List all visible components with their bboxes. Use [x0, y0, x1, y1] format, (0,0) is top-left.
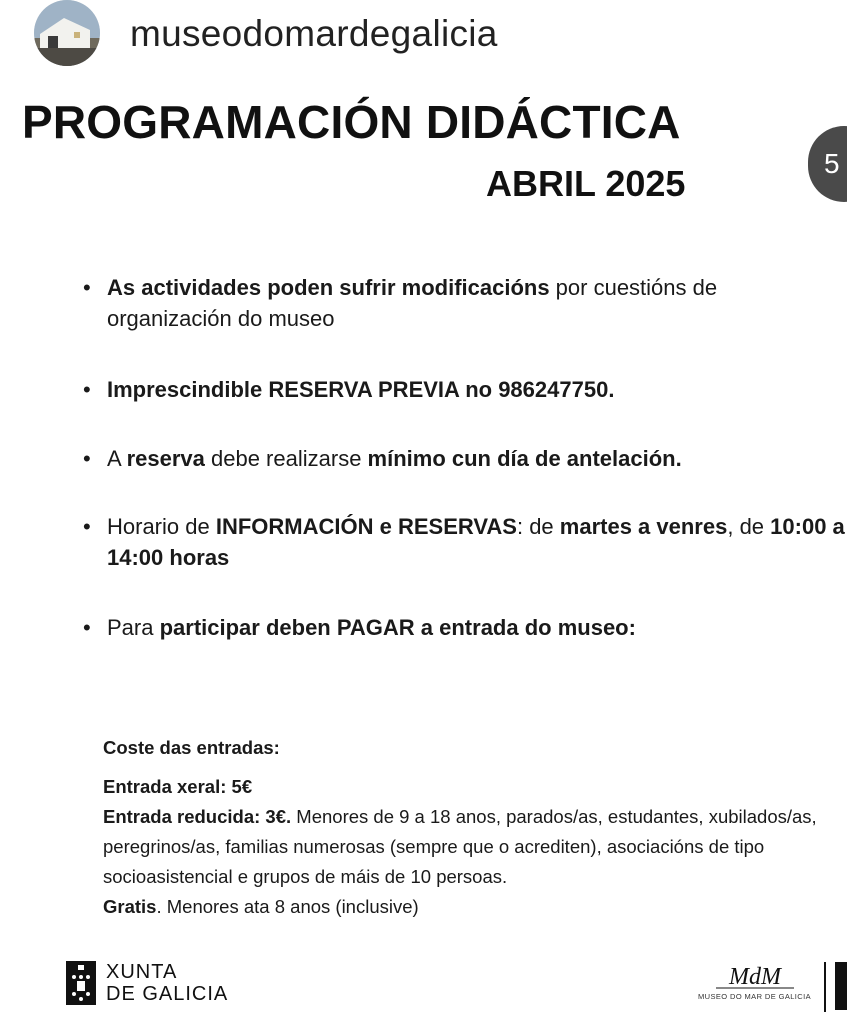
partial-emblem-icon	[835, 962, 847, 1010]
museum-logos	[692, 960, 847, 1016]
cost-free	[103, 892, 843, 922]
cost-reduced	[103, 802, 843, 892]
post-header	[34, 0, 498, 68]
bold-text: 10:00 a 14:00 horas	[107, 514, 845, 570]
bold-text: martes a venres	[559, 514, 728, 539]
xunta-wordmark	[106, 961, 228, 1005]
regular-text: . Menores ata 8 anos (inclusive)	[156, 896, 419, 917]
museo-do-mar-logo	[692, 960, 817, 1001]
page-subtitle: ABRIL 2025	[486, 163, 686, 204]
bold-text: reserva	[126, 446, 205, 471]
bullet-text	[107, 374, 847, 405]
regular-text: : de	[516, 514, 560, 539]
bullet-dot: •	[83, 615, 91, 640]
bold-text: mínimo cun día de antelación.	[367, 446, 682, 471]
account-username[interactable]: museodomardegalicia	[130, 13, 498, 54]
profile-avatar[interactable]	[34, 0, 100, 66]
bold-text: Imprescindible RESERVA PREVIA no 986247750.	[107, 377, 615, 402]
regular-text: debe realizarse	[204, 446, 368, 471]
xunta-line-1: XUNTA	[106, 961, 178, 983]
xunta-logo	[66, 961, 228, 1005]
museum-building-icon	[34, 0, 100, 66]
mdm-monogram-icon	[710, 960, 800, 990]
page-number-badge: 5	[808, 126, 847, 202]
regular-text: Para	[107, 615, 160, 640]
bullet-text	[107, 612, 847, 643]
bullet-advance-notice	[83, 443, 847, 474]
bold-text: Gratis	[103, 896, 157, 917]
bold-text: As actividades poden sufrir modificacións	[107, 275, 550, 300]
regular-text: por cuestións de organización do museo	[107, 275, 718, 331]
costs-heading: Coste das entradas:	[103, 737, 280, 758]
xunta-line-2: DE GALICIA	[106, 983, 229, 1005]
bullet-dot: •	[83, 446, 91, 471]
bullet-hours	[83, 511, 847, 573]
bullet-text	[107, 511, 847, 573]
logo-divider	[824, 962, 826, 1012]
museum-caption: MUSEO DO MAR DE GALICIA	[698, 992, 811, 1001]
regular-text: , de	[727, 514, 771, 539]
regular-text: A	[107, 446, 127, 471]
regular-text: Menores de 9 a 18 anos, parados/as, estudantes, xubilados/as, peregrinos/as, familias numerosas (sempre que o acrediten), asociacións de tipo socioasistencial e grupos de máis de 10 persoas.	[103, 806, 817, 887]
xunta-emblem-icon	[66, 961, 96, 1005]
cost-general	[103, 772, 843, 802]
bold-text: Entrada xeral: 5€	[103, 776, 253, 797]
bullet-dot: •	[83, 377, 91, 402]
ticket-costs	[103, 733, 843, 922]
bullet-dot: •	[83, 514, 91, 539]
bullet-modifications	[83, 272, 847, 334]
regular-text: Horario de	[107, 514, 216, 539]
mdm-monogram-text: MdM	[728, 964, 781, 990]
bold-text: Entrada reducida: 3€.	[103, 806, 292, 827]
bullet-text	[107, 443, 847, 474]
bullet-payment	[83, 612, 847, 643]
bold-text: participar deben PAGAR a entrada do museo:	[159, 615, 636, 640]
bullet-dot: •	[83, 275, 91, 300]
bold-text: INFORMACIÓN e RESERVAS	[215, 514, 517, 539]
bullet-text	[107, 272, 847, 334]
bullet-reservation-phone	[83, 374, 847, 405]
page-title: PROGRAMACIÓN DIDÁCTICA	[22, 96, 681, 148]
